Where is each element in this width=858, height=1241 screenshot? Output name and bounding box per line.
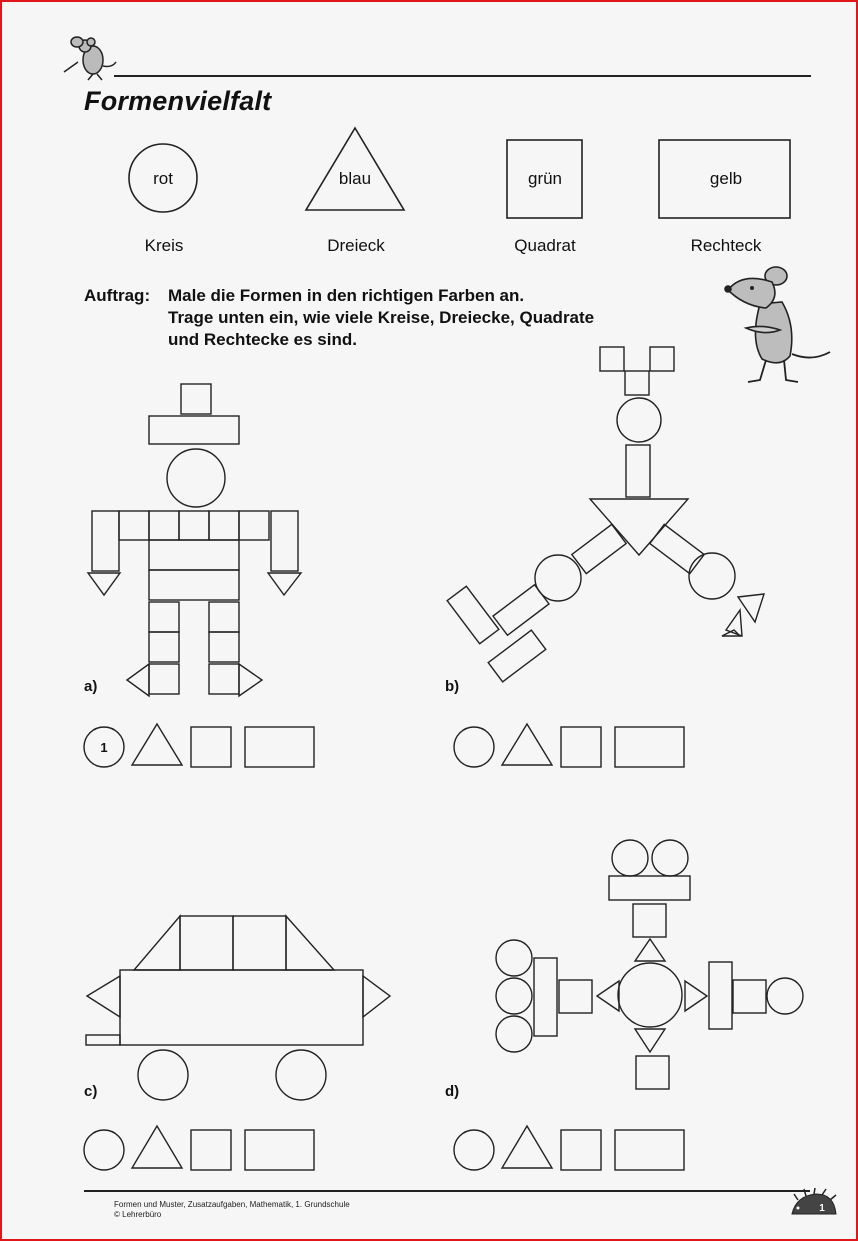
legend-word-gelb: gelb [709,169,743,188]
answer-a-square-box [191,727,231,767]
answer-b-triangle-box [502,724,552,765]
answer-a-rectangle-box [245,727,314,767]
answer-c-triangle-box [132,1126,182,1168]
legend-word-gruen: grün [527,169,563,188]
hedgehog-icon [788,1188,840,1224]
robot-left-arm [92,511,119,571]
task-line-3: und Rechtecke es sind. [168,330,357,349]
answer-row-b [452,720,692,772]
answer-a-circle-value: 1 [100,740,108,755]
footer-line-1: Formen und Muster, Zusatzaufgaben, Mathematik, 1. Grundschule [114,1200,350,1209]
car-wheel-back [276,1050,326,1100]
footer-line-2: © Lehrerbüro [114,1210,162,1219]
car-wheel-front [138,1050,188,1100]
answer-d-circle-box [454,1130,494,1170]
legend-name-dreieck: Dreieck [327,236,385,255]
task-line-1: Male die Formen in den richtigen Farben an. [168,286,525,305]
robot-right-arm [271,511,298,571]
exercise-label-c: c) [84,1083,98,1100]
footer-text [114,1200,350,1220]
robot-right-hand [268,573,301,595]
figure-d-center-circle [618,963,682,1027]
legend-word-blau: blau [338,169,372,188]
mouse-icon [60,32,120,82]
exercise-label-b: b) [445,678,460,695]
answer-b-square-box [561,727,601,767]
figure-b [442,342,802,697]
answer-b-rectangle-box [615,727,684,767]
answer-row-d [452,1122,692,1174]
figure-a-robot [82,374,332,704]
answer-row-a [82,720,322,772]
figure-c-car [82,910,402,1110]
answer-a-triangle-box [132,724,182,765]
answer-d-square-box [561,1130,601,1170]
figure-b-big-triangle [590,499,688,555]
answer-c-circle-box [84,1130,124,1170]
answer-d-rectangle-box [615,1130,684,1170]
page-number: 1 [819,1203,825,1214]
answer-d-triangle-box [502,1126,552,1168]
shape-legend [102,122,822,232]
answer-b-circle-box [454,727,494,767]
exercise-label-a: a) [84,678,98,695]
answer-c-square-box [191,1130,231,1170]
robot-hat-brim [149,416,239,444]
legend-name-rechteck: Rechteck [690,236,762,255]
robot-right-foot [239,664,262,696]
robot-left-hand [88,573,120,595]
robot-hat-top [181,384,211,414]
answer-row-c [82,1122,322,1174]
car-body [120,970,363,1045]
page-title: Formenvielfalt [84,86,272,116]
task-label: Auftrag: [84,286,151,305]
robot-head [167,449,225,507]
legend-word-rot: rot [153,169,173,188]
task-line-2: Trage unten ein, wie viele Kreise, Dreiecke, Quadrate [168,308,595,327]
legend-name-kreis: Kreis [144,236,184,255]
header-rule [114,75,811,77]
robot-left-foot [127,664,149,696]
legend-name-quadrat: Quadrat [514,236,576,255]
answer-c-rectangle-box [245,1130,314,1170]
exercise-label-d: d) [445,1083,460,1100]
figure-d [490,832,810,1092]
footer-rule [84,1190,810,1192]
